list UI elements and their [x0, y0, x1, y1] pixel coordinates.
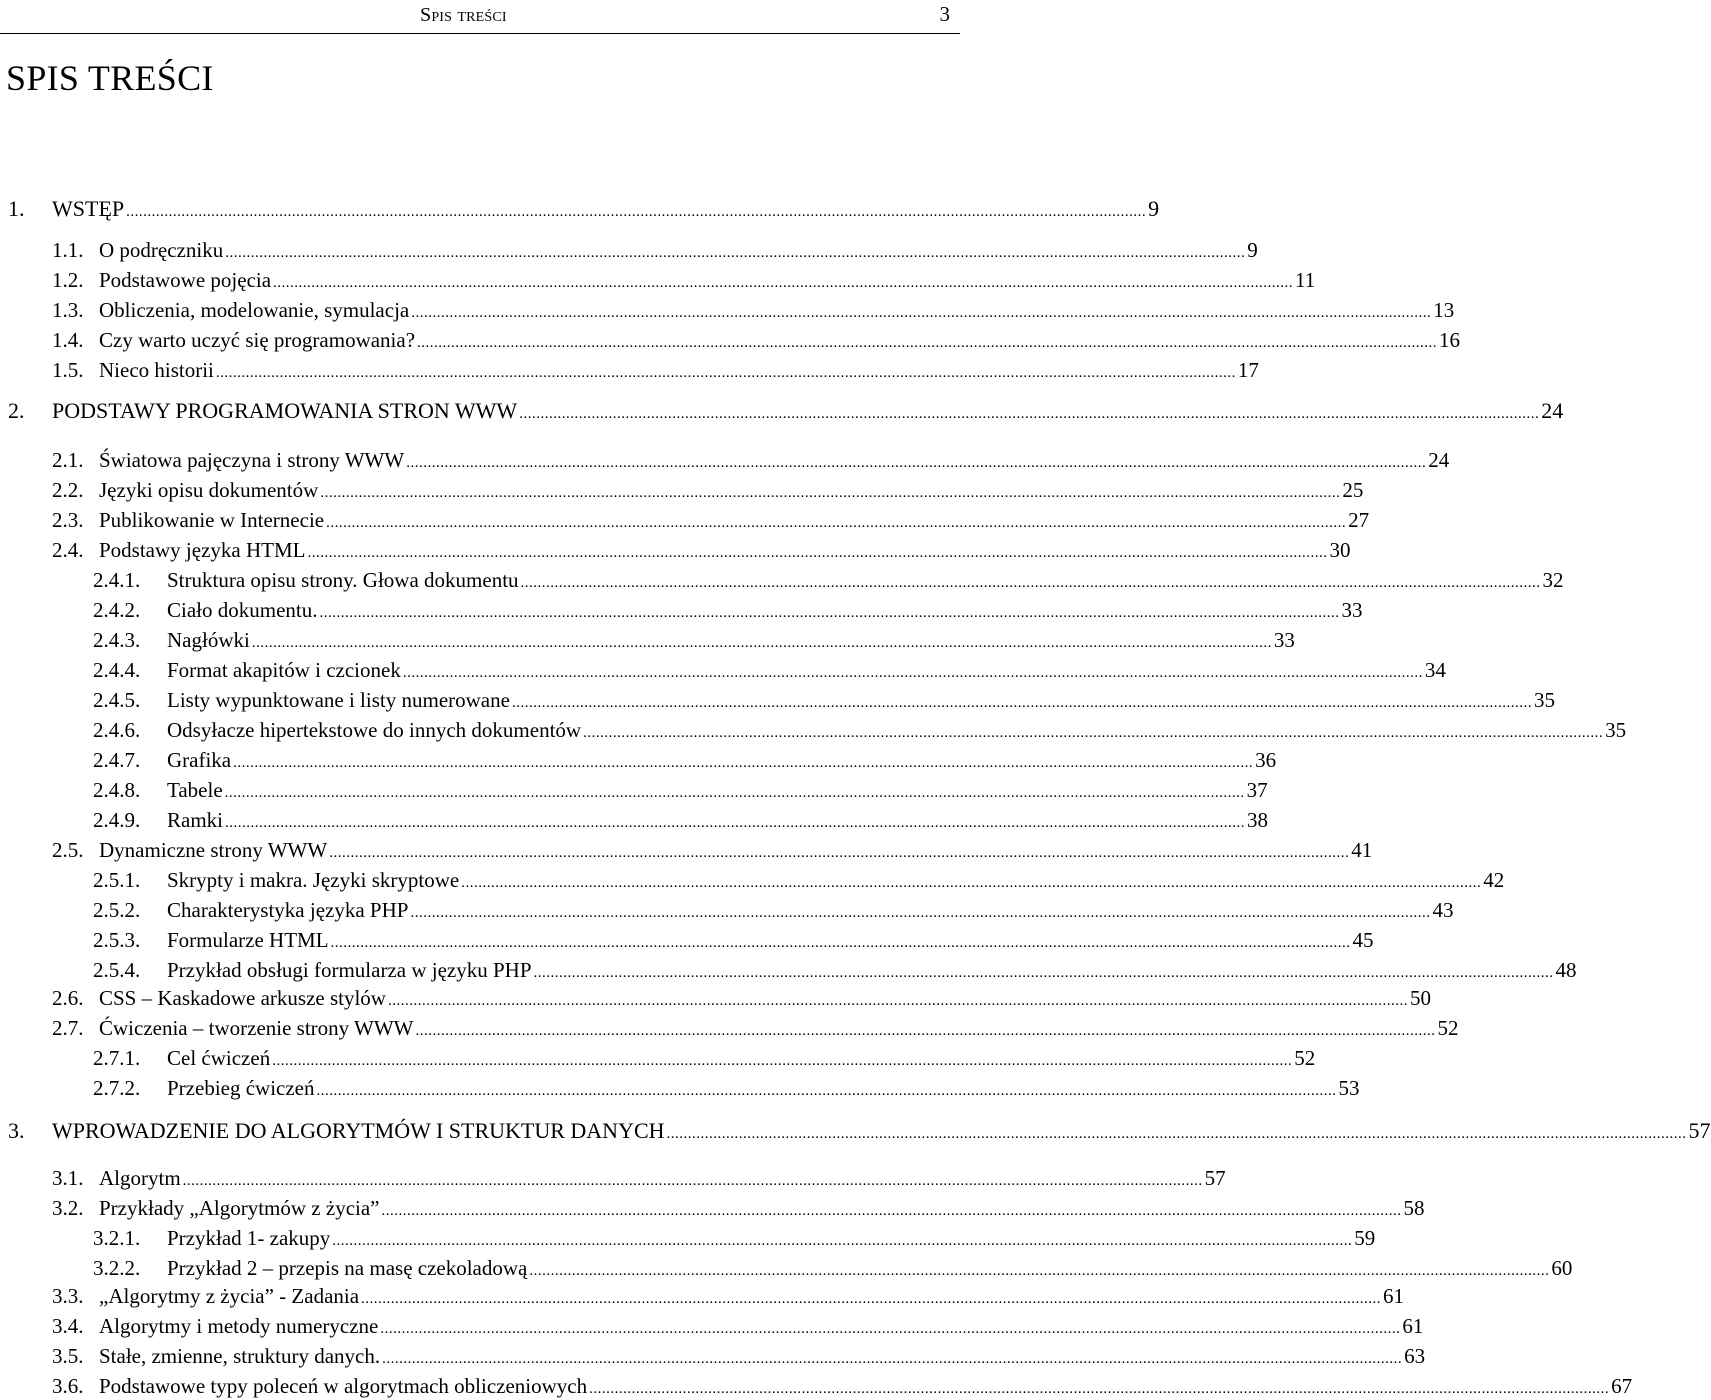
dot-leader: ................................................................................................................................................................................................................................................ — [307, 545, 1328, 561]
toc-entry[interactable] — [52, 1016, 1459, 1041]
toc-entry-page: 61 — [1402, 1314, 1424, 1338]
toc-entry-number: 2.7. — [52, 1016, 84, 1040]
toc-entry-page: 35 — [1533, 688, 1555, 712]
toc-entry-title: Ciało dokumentu. — [167, 598, 318, 622]
dot-leader: ................................................................................................................................................................................................................................................ — [415, 1023, 1436, 1039]
toc-entry-title: Algorytmy i metody numeryczne — [99, 1314, 379, 1338]
toc-entry-title: Odsyłacze hipertekstowe do innych dokumentów — [167, 718, 582, 742]
toc-entry-title: Języki opisu dokumentów — [99, 478, 319, 502]
dot-leader: ................................................................................................................................................................................................................................................ — [533, 965, 1554, 981]
dot-leader: ................................................................................................................................................................................................................................................ — [381, 1203, 1402, 1219]
toc-entry-title: Stałe, zmienne, struktury danych. — [99, 1344, 381, 1368]
toc-entry[interactable] — [52, 1196, 1425, 1221]
toc-entry-title: Publikowanie w Internecie — [99, 508, 325, 532]
toc-entry-page: 53 — [1338, 1076, 1360, 1100]
toc-entry[interactable] — [52, 1284, 1405, 1309]
toc-entry-number: 1.1. — [52, 238, 84, 262]
dot-leader: ................................................................................................................................................................................................................................................ — [520, 575, 1541, 591]
toc-entry-page: 52 — [1294, 1046, 1316, 1070]
dot-leader: ................................................................................................................................................................................................................................................ — [273, 275, 1294, 291]
toc-entry-number: 2.6. — [52, 986, 84, 1010]
dot-leader: ................................................................................................................................................................................................................................................ — [380, 1321, 1401, 1337]
dot-leader: ................................................................................................................................................................................................................................................ — [461, 875, 1482, 891]
dot-leader: ................................................................................................................................................................................................................................................ — [251, 635, 1272, 651]
toc-entry-number: 3.2.2. — [93, 1256, 141, 1280]
dot-leader: ................................................................................................................................................................................................................................................ — [329, 845, 1350, 861]
toc-entry-number: 2.5.3. — [93, 928, 141, 952]
dot-leader: ................................................................................................................................................................................................................................................ — [410, 905, 1431, 921]
toc-entry-number: 1.4. — [52, 328, 84, 352]
toc-entry-title: WPROWADZENIE DO ALGORYTMÓW I STRUKTUR DANYCH — [52, 1118, 665, 1143]
toc-entry-number: 1.5. — [52, 358, 84, 382]
toc-entry-page: 67 — [1611, 1374, 1633, 1398]
dot-leader: ................................................................................................................................................................................................................................................ — [332, 1233, 1353, 1249]
toc-entry-number: 3. — [8, 1118, 25, 1143]
toc-entry-page: 13 — [1433, 298, 1455, 322]
toc-entry-page: 24 — [1428, 448, 1450, 472]
toc-entry[interactable] — [93, 808, 1268, 833]
toc-entry-page: 48 — [1555, 958, 1577, 982]
toc-entry-number: 2.4.3. — [93, 628, 141, 652]
toc-entry-number: 1.2. — [52, 268, 84, 292]
dot-leader: ................................................................................................................................................................................................................................................ — [326, 515, 1347, 531]
toc-entry-title: Podstawy języka HTML — [99, 538, 306, 562]
dot-leader: ................................................................................................................................................................................................................................................ — [320, 485, 1341, 501]
toc-entry-title: Ramki — [167, 808, 223, 832]
toc-entry[interactable] — [93, 748, 1277, 773]
toc-entry-number: 2.7.2. — [93, 1076, 141, 1100]
dot-leader: ................................................................................................................................................................................................................................................ — [272, 1053, 1293, 1069]
toc-entry-title: Format akapitów i czcionek — [167, 658, 401, 682]
toc-entry[interactable] — [8, 398, 1564, 424]
toc-entry[interactable] — [52, 328, 1461, 353]
toc-entry-page: 9 — [1247, 238, 1258, 262]
dot-leader: ................................................................................................................................................................................................................................................ — [319, 605, 1340, 621]
toc-entry-number: 2.5. — [52, 838, 84, 862]
dot-leader: ................................................................................................................................................................................................................................................ — [330, 935, 1351, 951]
toc-entry-number: 3.5. — [52, 1344, 84, 1368]
dot-leader: ................................................................................................................................................................................................................................................ — [417, 335, 1438, 351]
toc-entry[interactable] — [93, 898, 1454, 923]
toc-entry[interactable] — [93, 928, 1374, 953]
toc-entry[interactable] — [52, 268, 1316, 293]
page-number: 3 — [939, 2, 950, 26]
toc-entry-title: Struktura opisu strony. Głowa dokumentu — [167, 568, 519, 592]
toc-entry-page: 35 — [1605, 718, 1627, 742]
toc-entry-page: 52 — [1437, 1016, 1459, 1040]
toc-entry-title: PODSTAWY PROGRAMOWANIA STRON WWW — [52, 398, 518, 423]
toc-entry-number: 3.2.1. — [93, 1226, 141, 1250]
toc-entry[interactable] — [52, 358, 1259, 383]
toc-entry-page: 57 — [1688, 1118, 1711, 1143]
dot-leader: ................................................................................................................................................................................................................................................ — [519, 406, 1540, 422]
toc-entry-number: 2.2. — [52, 478, 84, 502]
dot-leader: ................................................................................................................................................................................................................................................ — [529, 1263, 1550, 1279]
toc-entry-title: Przykład 1- zakupy — [167, 1226, 331, 1250]
toc-entry[interactable] — [8, 1118, 1711, 1144]
toc-entry-page: 38 — [1247, 808, 1268, 832]
toc-entry-number: 3.6. — [52, 1374, 84, 1398]
toc-entry-number: 3.2. — [52, 1196, 84, 1220]
dot-leader: ................................................................................................................................................................................................................................................ — [406, 455, 1427, 471]
toc-entry-page: 61 — [1383, 1284, 1405, 1308]
dot-leader: ................................................................................................................................................................................................................................................ — [511, 695, 1532, 711]
toc-entry-page: 32 — [1542, 568, 1564, 592]
toc-entry-title: Skrypty i makra. Języki skryptowe — [167, 868, 460, 892]
toc-entry-title: Listy wypunktowane i listy numerowane — [167, 688, 510, 712]
toc-entry-page: 63 — [1404, 1344, 1426, 1368]
toc-entry[interactable] — [93, 688, 1555, 713]
toc-entry[interactable] — [52, 986, 1431, 1011]
toc-entry-page: 33 — [1273, 628, 1295, 652]
toc-entry[interactable] — [52, 238, 1258, 263]
toc-entry[interactable] — [8, 196, 1160, 222]
dot-leader: ................................................................................................................................................................................................................................................ — [382, 1351, 1403, 1367]
toc-entry-title: Światowa pajęczyna i strony WWW — [99, 448, 405, 472]
toc-entry-page: 9 — [1148, 196, 1160, 221]
toc-entry-page: 45 — [1352, 928, 1374, 952]
toc-entry-number: 2.4. — [52, 538, 84, 562]
dot-leader: ................................................................................................................................................................................................................................................ — [411, 305, 1432, 321]
toc-entry-page: 42 — [1483, 868, 1505, 892]
toc-entry[interactable] — [52, 538, 1351, 563]
toc-entry-number: 2.5.2. — [93, 898, 141, 922]
toc-entry-page: 41 — [1351, 838, 1373, 862]
dot-leader: ................................................................................................................................................................................................................................................ — [583, 725, 1604, 741]
toc-entry[interactable] — [52, 1344, 1426, 1369]
toc-entry-number: 2. — [8, 398, 25, 423]
toc-entry-number: 2.7.1. — [93, 1046, 141, 1070]
toc-entry-page: 30 — [1329, 538, 1351, 562]
toc-entry-page: 33 — [1341, 598, 1363, 622]
toc-entry-title: Grafika — [167, 748, 232, 772]
toc-entry-number: 2.4.7. — [93, 748, 141, 772]
toc-entry[interactable] — [52, 298, 1455, 323]
dot-leader: ................................................................................................................................................................................................................................................ — [589, 1381, 1610, 1397]
toc-entry-page: 36 — [1255, 748, 1277, 772]
toc-entry-title: Tabele — [167, 778, 223, 802]
toc-entry[interactable] — [52, 1314, 1424, 1339]
toc-entry-number: 2.5.1. — [93, 868, 141, 892]
toc-entry[interactable] — [93, 598, 1363, 623]
toc-entry-page: 24 — [1541, 398, 1564, 423]
toc-entry[interactable] — [52, 1166, 1226, 1191]
toc-entry-page: 59 — [1354, 1226, 1376, 1250]
toc-entry-title: Nagłówki — [167, 628, 250, 652]
toc-entry[interactable] — [93, 658, 1446, 683]
toc-entry-page: 27 — [1348, 508, 1370, 532]
toc-entry-title: Cel ćwiczeń — [167, 1046, 271, 1070]
toc-entry-number: 2.4.5. — [93, 688, 141, 712]
toc-entry-number: 2.4.8. — [93, 778, 141, 802]
toc-entry-page: 57 — [1204, 1166, 1226, 1190]
toc-entry-page: 37 — [1246, 778, 1268, 802]
toc-entry-page: 58 — [1403, 1196, 1425, 1220]
toc-entry-title: Podstawowe typy poleceń w algorytmach obliczeniowych — [99, 1374, 588, 1398]
toc-entry-number: 1. — [8, 196, 25, 221]
toc-entry[interactable] — [93, 1256, 1573, 1281]
toc-entry-title: Algorytm — [99, 1166, 181, 1190]
toc-entry-title: O podręczniku — [99, 238, 224, 262]
dot-leader: ................................................................................................................................................................................................................................................ — [387, 993, 1408, 1009]
toc-entry-title: Podstawowe pojęcia — [99, 268, 272, 292]
toc-entry-number: 3.1. — [52, 1166, 84, 1190]
toc-entry-title: Przebieg ćwiczeń — [167, 1076, 315, 1100]
toc-entry[interactable] — [52, 838, 1373, 863]
toc-entry[interactable] — [52, 448, 1450, 473]
page-header — [0, 0, 960, 36]
toc-entry[interactable] — [52, 508, 1370, 533]
toc-entry-page: 34 — [1424, 658, 1446, 682]
toc-entry[interactable] — [52, 478, 1364, 503]
toc-entry[interactable] — [93, 568, 1564, 593]
toc-entry-number: 2.4.2. — [93, 598, 141, 622]
toc-entry-title: Dynamiczne strony WWW — [99, 838, 328, 862]
dot-leader: ................................................................................................................................................................................................................................................ — [224, 785, 1245, 801]
toc-entry[interactable] — [93, 868, 1505, 893]
document-title: SPIS TREŚCI — [6, 58, 214, 98]
dot-leader: ................................................................................................................................................................................................................................................ — [233, 755, 1254, 771]
toc-entry[interactable] — [93, 718, 1627, 743]
toc-entry-page: 43 — [1432, 898, 1454, 922]
toc-entry-title: „Algorytmy z życia” - Zadania — [99, 1284, 360, 1308]
toc-entry-number: 2.4.9. — [93, 808, 141, 832]
toc-entry[interactable] — [52, 1374, 1633, 1399]
dot-leader: ................................................................................................................................................................................................................................................ — [666, 1126, 1687, 1142]
toc-entry-number: 2.5.4. — [93, 958, 141, 982]
toc-entry-number: 2.1. — [52, 448, 84, 472]
toc-entry-page: 60 — [1551, 1256, 1573, 1280]
toc-entry-number: 2.4.4. — [93, 658, 141, 682]
toc-entry-page: 11 — [1295, 268, 1316, 292]
toc-entry-page: 25 — [1342, 478, 1364, 502]
toc-entry-title: CSS – Kaskadowe arkusze stylów — [99, 986, 386, 1010]
toc-entry-number: 2.4.6. — [93, 718, 141, 742]
dot-leader: ................................................................................................................................................................................................................................................ — [402, 665, 1423, 681]
toc-entry[interactable] — [93, 628, 1295, 653]
toc-entry[interactable] — [93, 1046, 1316, 1071]
toc-entry-number: 3.3. — [52, 1284, 84, 1308]
toc-entry[interactable] — [93, 1226, 1376, 1251]
toc-entry[interactable] — [93, 1076, 1360, 1101]
dot-leader: ................................................................................................................................................................................................................................................ — [182, 1173, 1203, 1189]
toc-entry-title: Charakterystyka języka PHP — [167, 898, 409, 922]
toc-entry-number: 3.4. — [52, 1314, 84, 1338]
toc-entry-title: Przykład obsługi formularza w języku PHP — [167, 958, 532, 982]
toc-entry-title: Przykłady „Algorytmów z życia” — [99, 1196, 380, 1220]
toc-entry-page: 16 — [1439, 328, 1461, 352]
header-rule — [0, 33, 960, 34]
toc-entry-number: 1.3. — [52, 298, 84, 322]
running-title: Spis treści — [420, 4, 507, 26]
dot-leader: ................................................................................................................................................................................................................................................ — [225, 815, 1245, 831]
dot-leader: ................................................................................................................................................................................................................................................ — [316, 1083, 1337, 1099]
toc-entry-title: Nieco historii — [99, 358, 214, 382]
dot-leader: ................................................................................................................................................................................................................................................ — [126, 204, 1147, 220]
toc-entry-title: Ćwiczenia – tworzenie strony WWW — [99, 1016, 414, 1040]
dot-leader: ................................................................................................................................................................................................................................................ — [361, 1291, 1382, 1307]
toc-entry-page: 50 — [1409, 986, 1431, 1010]
toc-entry-page: 17 — [1237, 358, 1259, 382]
toc-entry-title: Przykład 2 – przepis na masę czekoladową — [167, 1256, 528, 1280]
toc-entry[interactable] — [93, 958, 1577, 983]
toc-entry-title: WSTĘP — [52, 196, 125, 221]
toc-entry-number: 2.4.1. — [93, 568, 141, 592]
toc-entry-title: Czy warto uczyć się programowania? — [99, 328, 416, 352]
dot-leader: ................................................................................................................................................................................................................................................ — [215, 365, 1236, 381]
toc-entry-title: Obliczenia, modelowanie, symulacja — [99, 298, 410, 322]
toc-entry-number: 2.3. — [52, 508, 84, 532]
dot-leader: ................................................................................................................................................................................................................................................ — [225, 245, 1246, 261]
toc-entry-title: Formularze HTML — [167, 928, 329, 952]
toc-entry[interactable] — [93, 778, 1268, 803]
